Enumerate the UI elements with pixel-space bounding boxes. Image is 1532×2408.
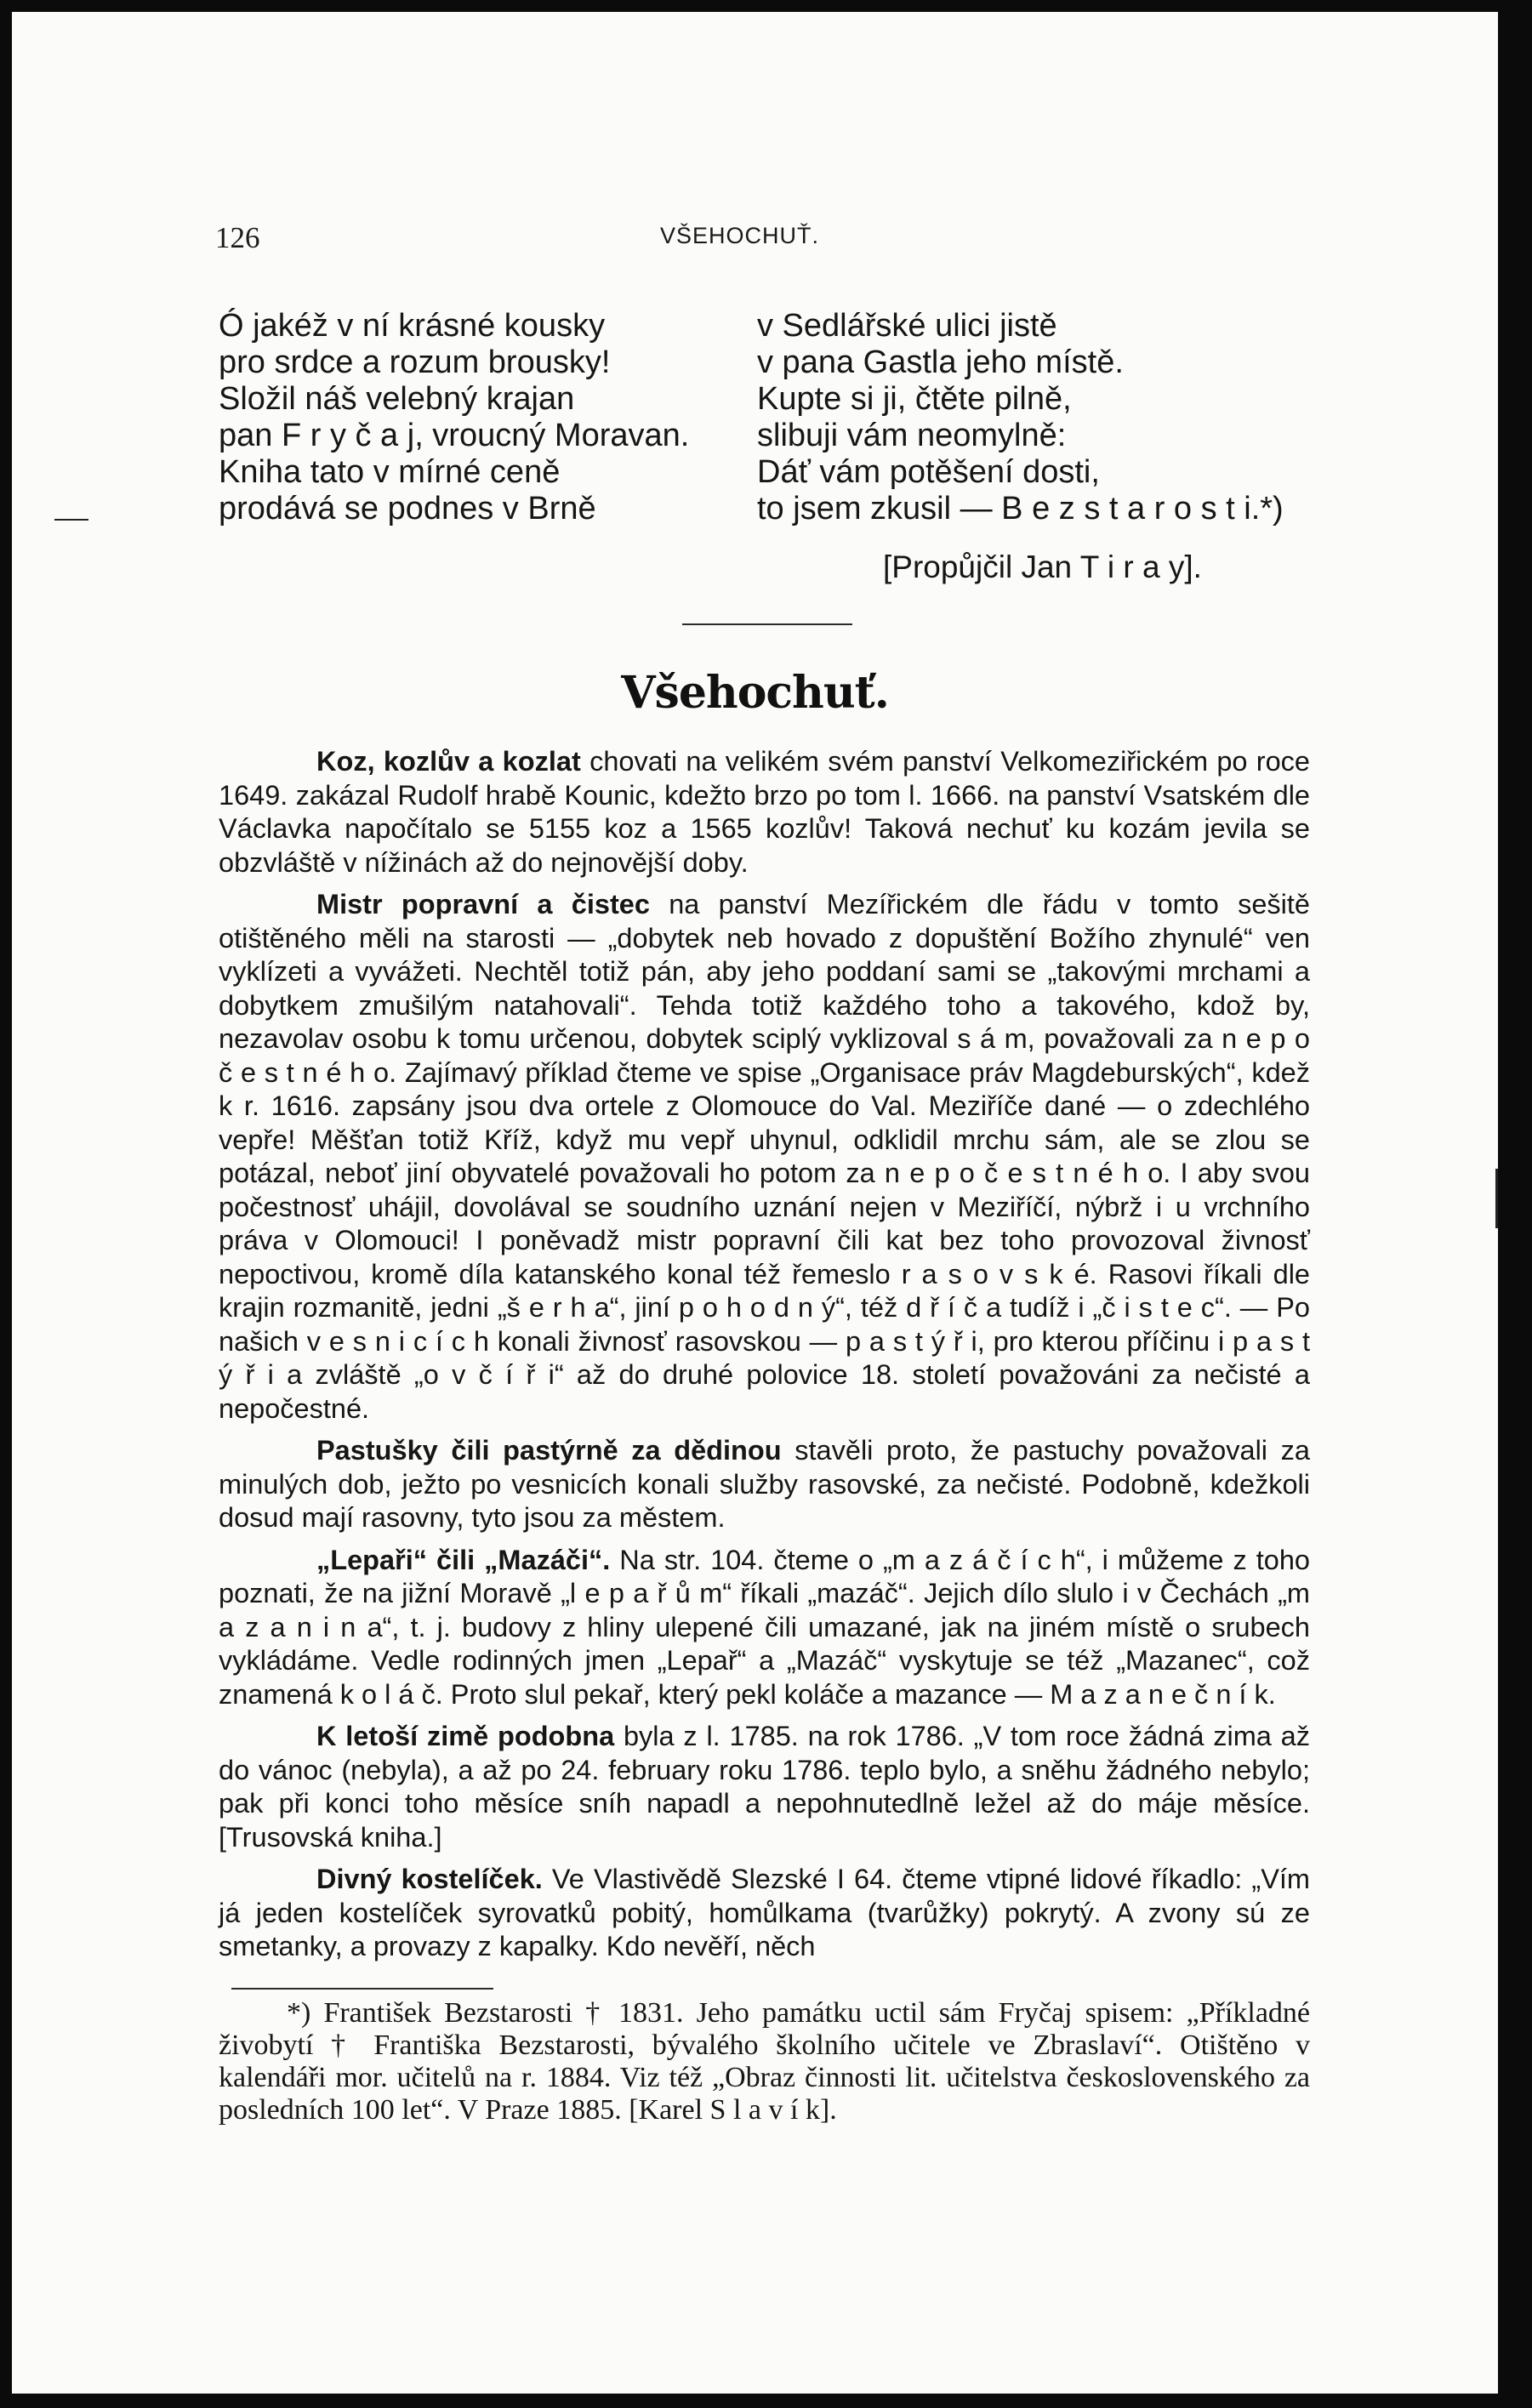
footnote-text: František Bezstarosti † 1831. Jeho památku uctil sám Fryčaj spisem: „Příkladné živobytí † Františka Bezstarosti, bývalého školního učitele ve Zbraslaví“. Otištěno v kalendáři mor. učitelů na r. 1884. Viz též „Obraz činnosti lit. učitelstva československého za posledních 100 let“. V Praze 1885. [Karel S l a v í k].	[219, 1997, 1310, 2126]
footnote	[219, 1997, 1310, 2126]
poem-line: Ó jakéž v ní krásné kousky	[219, 308, 606, 344]
paragraph	[219, 1544, 1310, 1712]
poem-line: slibuji vám neomylně:	[757, 418, 1067, 453]
paragraph	[219, 1720, 1310, 1854]
poem-left-column	[219, 308, 689, 527]
margin-mark	[54, 519, 88, 521]
paragraph-lead: Mistr popravní a čistec	[316, 889, 650, 919]
paragraph	[219, 1434, 1310, 1535]
section-divider	[682, 623, 852, 625]
paragraph-lead: Koz, kozlův a kozlat	[316, 746, 581, 777]
paragraph-lead: K letoší zimě podobna	[316, 1721, 615, 1751]
poem-line: to jsem zkusil — B e z s t a r o s t i.*)	[757, 491, 1284, 527]
section-title: Všehochuť.	[621, 667, 889, 719]
poem-line: Kniha tato v mírné ceně	[219, 454, 561, 490]
poem-line: pro srdce a rozum brousky!	[219, 344, 611, 380]
paragraph-text: na panství Mezířickém dle řádu v tomto sešitě otištěného měli na starosti — „dobytek neb hovado z dopuštění Božího zhynulé“ ven vyklízeti a vyvážeti. Nechtěl totiž pán, aby jeho poddaní sami se „takovými mrchami a dobytkem zmušilým natahovali“. Tehda totiž každého toho a takového, kdož by, nezavolav osobu k tomu určenou, dobytek sciplý vyklizoval s á m, považovali za n e p o č e s t n é h o. Zajímavý příklad čteme ve spise „Organisace práv Magdeburských“, kdež k r. 1616. zapsány jsou dva ortele z Olomouce do Val. Meziříče dané — o zdechlého vepře! Měšťan totiž Kříž, když mu vepř uhynul, odklidil mrchu sám, ale se zlou se potázal, neboť jiní obyvatelé považovali ho potom za n e p o č e s t n é h o. I aby svou počestnosť uhájil, dovolával se soudního uznání nejen v Meziříčí, nýbrž i u vrchního práva v Olomouci! I poněvadž mistr popravní čili kat bez toho provozoval živnosť nepoctivou, kromě díla katanského konal též řemeslo r a s o v s k é. Rasovi říkali dle krajin rozmanitě, jedni „š e r h a“, jiní p o h o d n ý“, též d ř í č a tudíž i „č i s t e c“. — Po našich v e s n i c í c h konali živnosť rasovskou — p a s t ý ř i, pro kterou příčinu i p a s t ý ř i a zvláště „o v č í ř i“ až do druhé polovice 18. století považováni za nečisté a nepočestné.	[219, 889, 1311, 1424]
poem-attribution: [Propůjčil Jan T i r a y].	[883, 549, 1202, 584]
paragraph-text: byla z l. 1785. na rok 1786. „V tom roce žádná zima až do vánoc (nebyla), a až po 24. february roku 1786. teplo bylo, a sněhu žádného nebylo; pak při konci toho měsíce sníh napadl a nepohnutedlně ležel až do máje měsíce. [Trusovská kniha.]	[219, 1721, 1310, 1853]
poem-line: Složil náš velebný krajan	[219, 381, 575, 417]
poem-line: Dáť vám potěšení dosti,	[757, 454, 1100, 490]
paragraph-lead: Pastušky čili pastýrně za dědinou	[316, 1435, 782, 1466]
paragraph-text: Ve Vlastivědě Slezské I 64. čteme vtipné lidové říkadlo: „Vím já jeden kostelíček syrovatků pobitý, homůlkama (tvarůžky) pokrytý. A zvony sú ze smetanky, a provazy z kapalky. Kdo nevěří, něch	[219, 1864, 1310, 1961]
article-body	[219, 745, 1310, 1973]
paragraph-text: Na str. 104. čteme o „m a z á č í c h“, i můžeme z toho poznati, že na jižní Moravě „l e p a ř ů m“ říkali „mazáč“. Jejich dílo slulo i v Čechách „m a z a n i n a“, t. j. budovy z hliny ulepené čili umazané, jak na jiném místě o srubech vykládáme. Vedle rodinných jmen „Lepař“ a „Mazáč“ vyskytuje se též „Mazanec“, což znamená k o l á č. Proto slul pekař, který pekl koláče a mazance — M a z a n e č n í k.	[219, 1544, 1310, 1710]
poem-line: pan F r y č a j, vroucný Moravan.	[219, 418, 690, 453]
page-number: 126	[215, 221, 260, 254]
document-page	[12, 12, 1498, 2394]
poem-line: v Sedlářské ulici jistě	[757, 308, 1057, 344]
footnote-mark: *)	[287, 1997, 311, 2029]
paragraph-lead: „Lepaři“ čili „Mazáči“.	[316, 1544, 611, 1575]
paragraph	[219, 888, 1310, 1426]
poem-line: Kupte si ji, čtěte pilně,	[757, 381, 1072, 417]
paragraph-text: chovati na velikém svém panství Velkomeziřickém po roce 1649. zakázal Rudolf hrabě Kounic, kdežto brzo po tom l. 1666. na panství Vsatském dle Václavka napočítalo se 5155 koz a 1565 kozlův! Taková nechuť ku kozám jevila se obzvláště v nížinách až do nejnovější doby.	[219, 746, 1310, 878]
margin-mark	[1495, 1169, 1498, 1228]
running-head: VŠEHOCHUŤ.	[660, 223, 820, 248]
paragraph	[219, 745, 1310, 880]
paragraph	[219, 1863, 1310, 1964]
paragraph-lead: Divný kostelíček.	[316, 1864, 543, 1894]
paragraph-text: stavěli proto, že pastuchy považovali za minulých dob, ježto po vesnicích konali služby rasovské, za nečisté. Podobně, kdežkoli dosud mají rasovny, tyto jsou za městem.	[219, 1435, 1310, 1533]
poem-right-column	[757, 308, 1284, 527]
poem-line: v pana Gastla jeho místě.	[757, 344, 1124, 380]
poem-line: prodává se podnes v Brně	[219, 491, 596, 527]
footnote-divider	[231, 1988, 493, 1990]
